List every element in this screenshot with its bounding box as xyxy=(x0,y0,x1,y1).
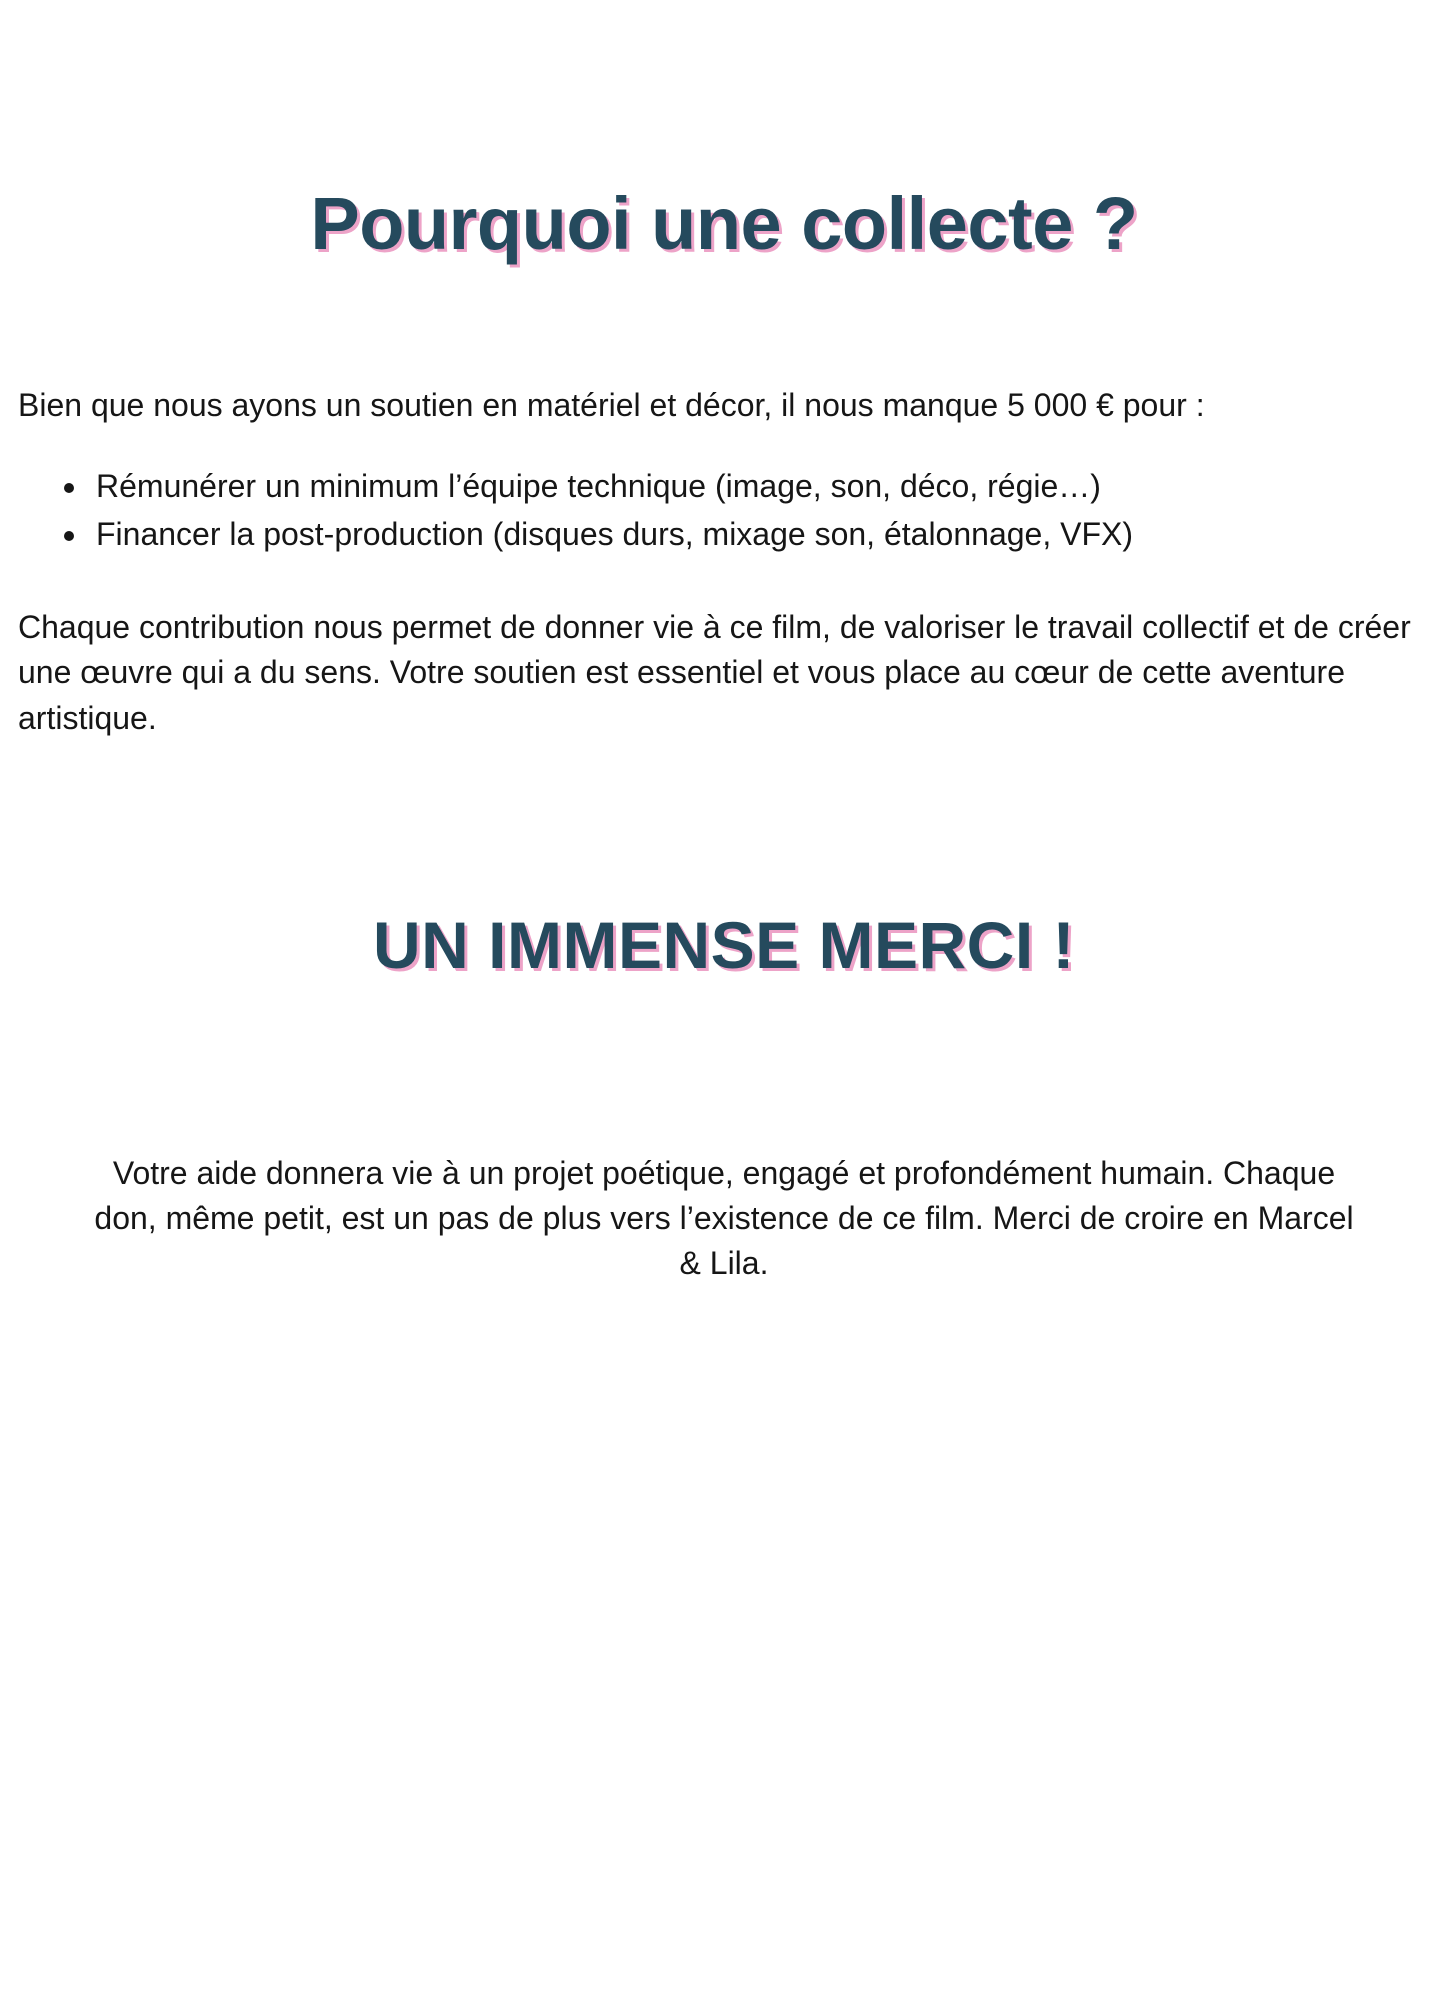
spacer-below-thanks xyxy=(18,981,1430,1151)
spacer-above-thanks xyxy=(18,741,1430,911)
funding-needs-list xyxy=(18,428,1430,557)
list-item: • Rémunérer un minimum l’équipe technique (image, son, déco, régie…) xyxy=(90,464,1430,509)
list-item: • Financer la post-production (disques durs, mixage son, étalonnage, VFX) xyxy=(90,512,1430,557)
intro-paragraph: Bien que nous ayons un soutien en matériel et décor, il nous manque 5 000 € pour : xyxy=(18,386,1205,423)
impact-paragraph: Chaque contribution nous permet de donner vie à ce film, de valoriser le travail collectif et de créer une œuvre qui a du sens. Votre soutien est essentiel et vous place au cœur de cette aventure artistique. xyxy=(18,609,1411,736)
thanks-heading: UN IMMENSE MERCI ! xyxy=(373,908,1075,983)
closing-paragraph: Votre aide donnera vie à un projet poétique, engagé et profondément humain. Chaque don, même petit, est un pas de plus vers l’existence de ce film. Merci de croire en Marcel & Lila. xyxy=(94,1154,1354,1282)
page-title: Pourquoi une collecte ? xyxy=(310,182,1138,265)
